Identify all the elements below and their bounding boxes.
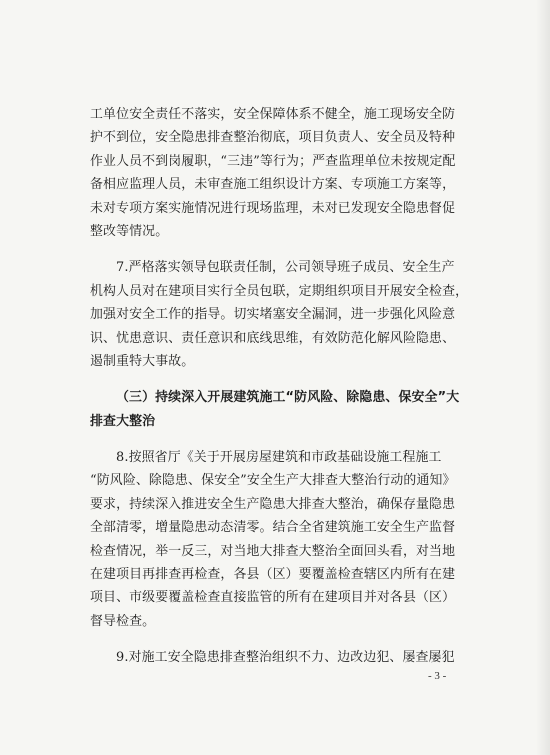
paragraph-8-line-8: 督导检查。 [90,613,156,629]
paragraph-7-line-3: 加强对安全工作的指导。切实堵塞安全漏洞，进一步强化风险意 [90,307,456,323]
paragraph-8-line-7: 项目、市级要覆盖检查直接监管的所有在建项目并对各县（区） [90,590,456,606]
section-3-heading-line-2: 排查大整治 [90,413,156,429]
paragraph-7-line-1: 7.严格落实领导包联责任制，公司领导班子成员、安全生产 [116,260,455,276]
paragraph-8-line-1: 8.按照省厅《关于开展房屋建筑和市政基础设施工程施工 [116,450,442,466]
paragraph-1-line-2: 护不到位，安全隐患排查整治彻底，项目负责人、安全员及特种 [90,130,456,146]
paragraph-9-line-1: 9.对施工安全隐患排查整治组织不力、边改边犯、屡查屡犯 [116,650,455,666]
paragraph-1-line-3: 作业人员不到岗履职，“三违”等行为；严查监理单位未按规定配 [90,153,456,169]
paragraph-1-line-1: 工单位安全责任不落实，安全保障体系不健全，施工现场安全防 [90,107,456,122]
paragraph-8-line-5: 检查情况，举一反三，对当地大排查大整治全面回头看，对当地 [90,543,456,559]
paragraph-7-line-2: 机构人员对在建项目实行全员包联，定期组织项目开展安全检查， [90,283,469,299]
scan-edge-shadow [536,0,550,755]
paragraph-1-line-6: 整改等情况。 [90,223,169,239]
paragraph-7-line-5: 遏制重特大事故。 [90,353,195,369]
paragraph-8-line-3: 要求，持续深入推进安全生产隐患大排查大整治，确保存量隐患 [90,496,456,512]
document-body [90,103,482,670]
paragraph-8-line-6: 在建项目再排查再检查，各县（区）要覆盖检查辖区内所有在建 [90,567,456,583]
page-number: - 3 - [428,670,447,682]
paragraph-8-line-2: “防风险、除隐患、保安全”安全生产大排查大整治行动的通知》 [90,473,456,489]
paragraph-1-line-4: 备相应监理人员，未审查施工组织设计方案、专项施工方案等， [90,177,456,193]
paragraph-1-line-5: 未对专项方案实施情况进行现场监理，未对已发现安全隐患督促 [90,200,456,216]
paragraph-8-line-4: 全部清零，增量隐患动态清零。结合全省建筑施工安全生产监督 [90,520,456,536]
section-3-heading-line-1: （三）持续深入开展建筑施工“防风险、除隐患、保安全”大 [116,390,460,406]
paragraph-7-line-4: 识、忧患意识、责任意识和底线思维，有效防范化解风险隐患、 [90,330,456,346]
